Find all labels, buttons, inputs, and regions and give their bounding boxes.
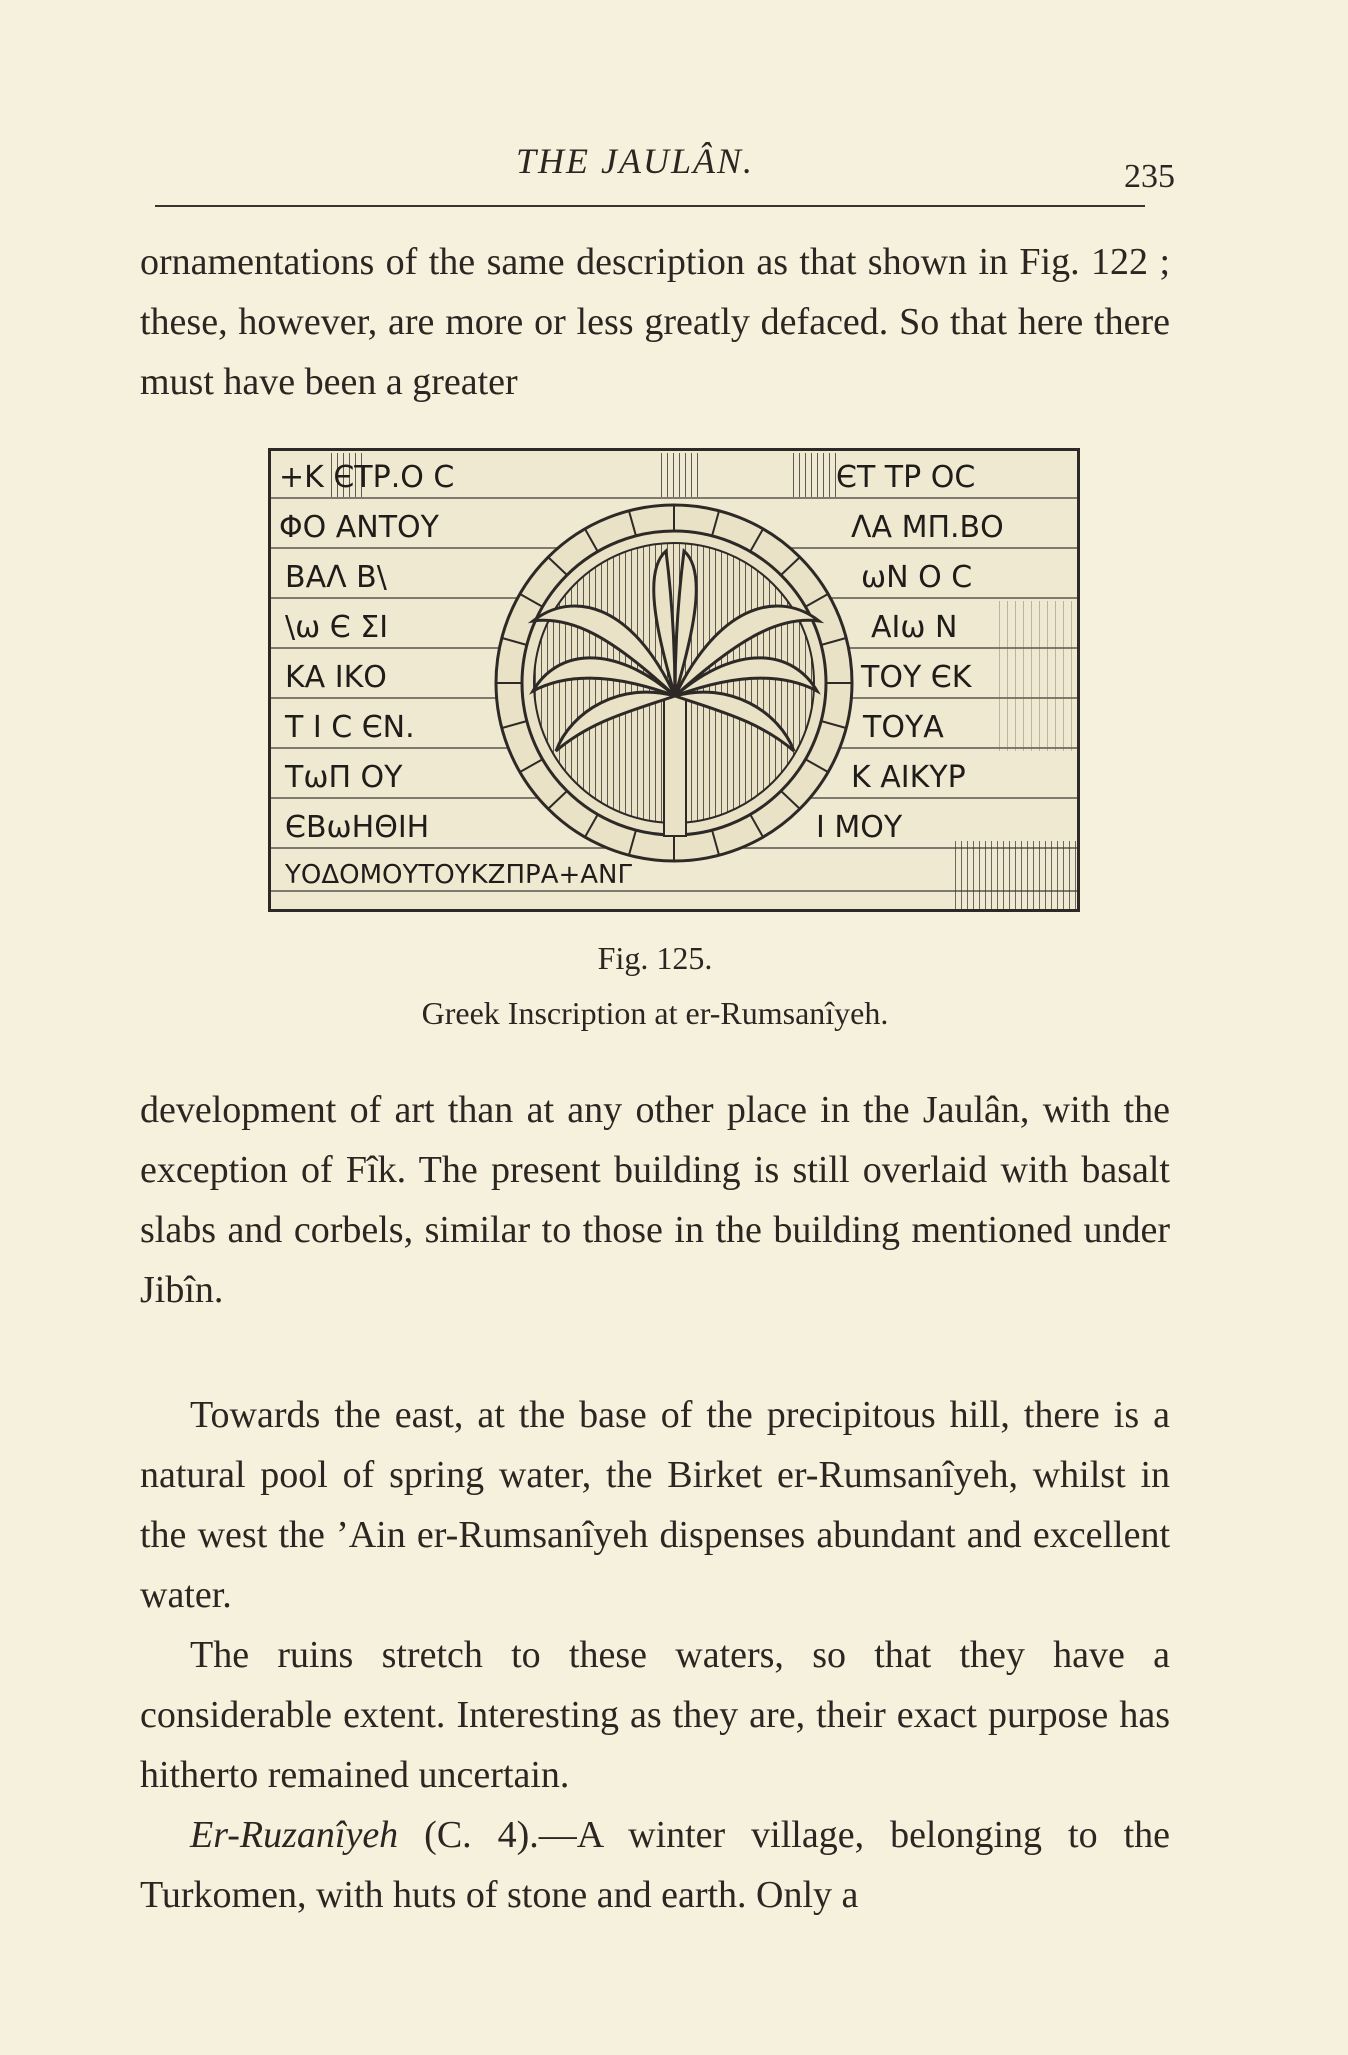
damaged-spot-3 (661, 453, 701, 497)
page-header (155, 140, 1175, 200)
inscription-line-2-left: ΦΟ ΑΝΤΟΥ (279, 510, 439, 545)
paragraph-1: ornamentations of the same description as that shown in Fig. 122 ; these, however, are more or less greatly defaced. So that here there must have been a greater (140, 241, 1170, 403)
paragraph-5-text: (C. 4).—A winter village, belonging to the Turkomen, with huts of stone and earth. Only a (140, 1814, 1170, 1916)
inscription-drawing (271, 451, 1077, 909)
inscription-line-7-right: Κ ΑΙΚΥΡ (851, 760, 966, 795)
inscription-line-4-left: \ω Є ΣΙ (285, 610, 389, 645)
inscription-line-1-right: ЄΤ ΤΡ ΟC (836, 460, 976, 495)
place-name-italic: Er-Ruzanîyeh (190, 1814, 399, 1856)
inscription-line-3-right: ωΝ Ο C (861, 560, 973, 595)
inscription-line-1-left: +K ЄΤΡ.Ο C (279, 460, 455, 495)
inscription-line-5-left: ΚΑ ΙΚΟ (285, 660, 387, 695)
palm-medallion (496, 505, 852, 861)
figure-title: Greek Inscription at er-Rumsanîyeh. (421, 995, 889, 1031)
inscription-line-6-left: Τ Ι C ЄΝ. (285, 710, 415, 745)
inscription-bottom-line: ΥΟΔΟΜΟΥΤΟΥΚΖΠΡΑ+ΑΝΓ (285, 860, 632, 890)
inscription-line-8-right: Ι ΜΟΥ (816, 810, 903, 845)
inscription-line-3-left: ΒΑΛ Β\ (285, 560, 387, 595)
inscription-line-4-right: ΑΙω Ν (871, 610, 958, 645)
running-title: THE JAULÂN. (516, 141, 754, 181)
inscription-line-8-left: ЄΒωΗΘΙΗ (285, 810, 430, 845)
page-number: 235 (1124, 158, 1175, 195)
header-rule (155, 205, 1145, 207)
inscription-line-6-right: ΤΟΥΑ (863, 710, 944, 745)
inscription-line-2-right: ΛΑ ΜΠ.ΒΟ (851, 510, 1004, 545)
figure-label: Fig. 125. (597, 940, 713, 976)
damaged-edge (993, 601, 1077, 751)
paragraph-5 (140, 1805, 1170, 1925)
inscription-line-5-right: ΤΟΥ ЄΚ (861, 660, 972, 695)
paragraph-3: Towards the east, at the base of the precipitous hill, there is a natural pool of spring water, the Birket er-Rumsanîyeh, whilst in the west the ’Ain er-Rumsanîyeh dispenses abundant and excellent water. (140, 1394, 1170, 1616)
inscription-line-7-left: ΤωΠ ΟΥ (285, 760, 403, 795)
inscription-figure (268, 448, 1080, 912)
paragraph-2: development of art than at any other place in the Jaulân, with the exception of Fîk. The present building is still overlaid with basalt slabs and corbels, similar to those in the building mentioned under Jibîn. (140, 1089, 1170, 1311)
damaged-spot-2 (791, 453, 841, 497)
damaged-corner (951, 841, 1077, 909)
paragraph-4: The ruins stretch to these waters, so that they have a considerable extent. Interesting as they are, their exact purpose has hitherto remained uncertain. (140, 1634, 1170, 1796)
